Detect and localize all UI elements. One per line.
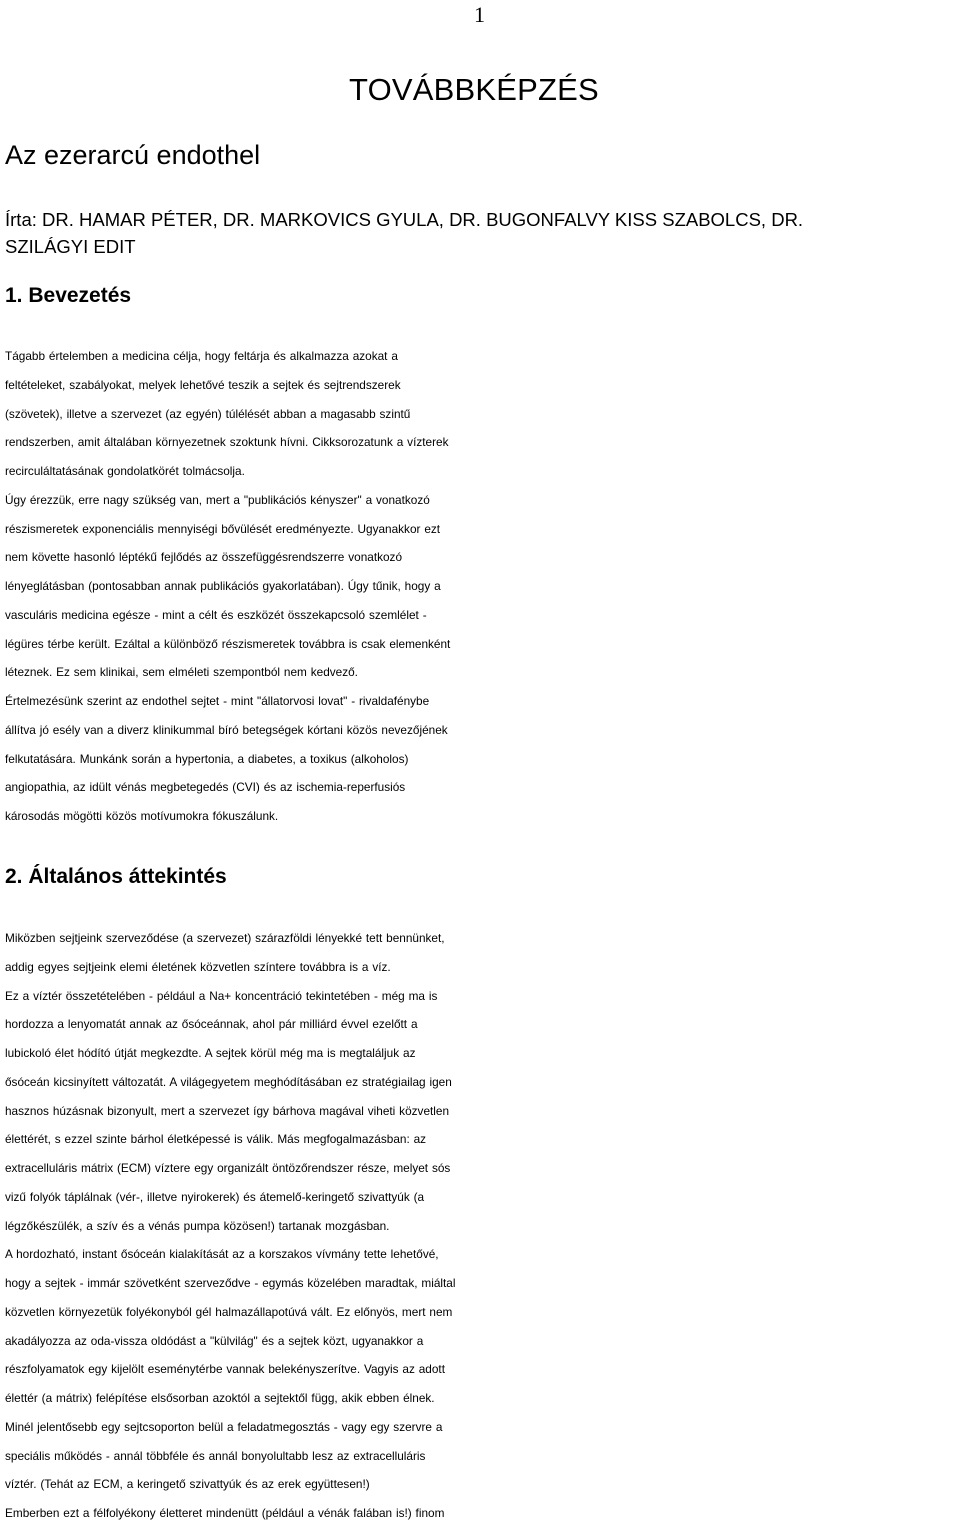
section-heading-introduction: 1. Bevezetés — [5, 284, 132, 307]
body-text-line: részismeretek exponenciális mennyiségi bővülését eredményezte. Ugyanakkor ezt — [5, 521, 441, 536]
body-text-line: akadályozza az oda-vissza oldódást a "külvilág" és a sejtek közt, ugyanakkor a — [5, 1333, 424, 1348]
authors-line: SZILÁGYI EDIT — [5, 236, 136, 257]
body-text-line: károsodás mögötti közös motívumokra fókuszálunk. — [5, 809, 279, 823]
body-text-line: speciális működés - annál többféle és annál bonyolultabb lesz az extracelluláris — [5, 1448, 426, 1463]
body-text-line: ősóceán kicsinyített változatát. A világegyetem meghódításában ez stratégiailag igen — [5, 1074, 452, 1089]
body-text-line: felkutatására. Munkánk során a hypertonia, a diabetes, a toxikus (alkoholos) — [5, 751, 409, 766]
body-text-line: Értelmezésünk szerint az endothel sejtet - mint "állatorvosi lovat" - rivaldafénybe — [5, 694, 430, 708]
body-text-line: Úgy érezzük, erre nagy szükség van, mert a "publikációs kényszer" a vonatkozó — [5, 492, 430, 507]
introduction-body — [5, 342, 958, 831]
body-text-line: élettérét, s ezzel szinte bárhol életképessé is válik. Más megfogalmazásban: az — [5, 1132, 427, 1147]
body-text-line: Emberben ezt a félfolyékony életteret mindenütt (például a vénák falában is!) finom — [5, 1506, 445, 1520]
body-text-line: rendszerben, amit általában környezetnek szoktunk hívni. Cikksorozatunk a vízterek — [5, 435, 449, 450]
body-text-line: léteznek. Ez sem klinikai, sem elméleti szempontból nem kedvező. — [5, 665, 358, 680]
body-text-line: légzőkészülék, a szív és a vénás pumpa közösen!) tartanak mozgásban. — [5, 1218, 390, 1233]
authors-line: Írta: DR. HAMAR PÉTER, DR. MARKOVICS GYULA, DR. BUGONFALVY KISS SZABOLCS, DR. — [5, 209, 804, 230]
body-text-line: (szövetek), illetve a szervezet (az egyén) túlélését abban a magasabb szintű — [5, 406, 411, 421]
body-text-line: feltételeket, szabályokat, melyek lehetővé teszik a sejtek és sejtrendszerek — [5, 377, 401, 392]
body-text-line: Minél jelentősebb egy sejtcsoporton belül a feladatmegosztás - vagy egy szervre a — [5, 1419, 443, 1434]
body-text-line: lubickoló élet hódító útját megkezdte. A sejtek körül még ma is megtaláljuk az — [5, 1046, 416, 1060]
article-title: Az ezerarcú endothel — [5, 140, 261, 170]
section-heading-overview: 2. Általános áttekintés — [5, 865, 227, 888]
body-text-line: Tágabb értelemben a medicina célja, hogy feltárja és alkalmazza azokat a — [5, 349, 398, 363]
body-text-line: közvetlen környezetük folyékonyból gél halmazállapotúvá vált. Ez előnyös, mert nem — [5, 1304, 453, 1319]
section-tag: TOVÁBBKÉPZÉS — [349, 72, 599, 107]
body-text-line: állítva jó esély van a diverz klinikummal bíró betegségek kórtani közös nevezőjének — [5, 722, 448, 737]
body-text-line: hogy a sejtek - immár szövetként szerveződve - egymás közelében maradtak, miáltal — [5, 1276, 456, 1290]
body-text-line: Ez a víztér összetételében - például a Na+ koncentráció tekintetében - még ma is — [5, 988, 438, 1003]
body-text-line: recirculáltatásának gondolatkörét tolmácsolja. — [5, 464, 245, 478]
body-text-line: élettér (a mátrix) felépítése elsősorban azoktól a sejtektől függ, akik ebben élnek. — [5, 1391, 435, 1405]
body-text-line: hasznos húzásnak bizonyult, mert a szervezet így bárhova magával viheti közvetlen — [5, 1103, 450, 1118]
body-text-line: vasculáris medicina egésze - mint a célt és eszközét összekapcsoló szemlélet - — [5, 607, 427, 622]
authors-byline — [5, 206, 955, 260]
body-text-line: légüres térbe került. Ezáltal a különböző részismeretek továbbra is csak elemenként — [5, 636, 451, 651]
body-text-line: extracelluláris mátrix (ECM) víztere egy organizált öntözőrendszer része, melyet sós — [5, 1161, 451, 1175]
body-text-line: hordozza a lenyomatát annak az ősóceánnak, ahol pár milliárd évvel ezelőtt a — [5, 1017, 418, 1032]
page-number: 1 — [474, 2, 485, 27]
body-text-line: addig egyes sejtjeink elemi életének közvetlen színtere továbbra is a víz. — [5, 959, 391, 974]
body-text-line: részfolyamatok egy kijelölt eseménytérbe vannak belekényszerítve. Vagyis az adott — [5, 1362, 445, 1377]
body-text-line: vizű folyók táplálnak (vér-, illetve nyirokerek) és átemelő-keringető szivattyúk (a — [5, 1189, 425, 1204]
overview-body — [5, 924, 958, 1528]
body-text-line: víztér. (Tehát az ECM, a keringető szivattyúk és az erek együttesen!) — [5, 1477, 370, 1492]
body-text-line: Miközben sejtjeink szerveződése (a szervezet) szárazföldi lényekké tett bennünket, — [5, 931, 445, 945]
body-text-line: lényeglátásban (pontosabban annak publikációs gyakorlatában). Úgy tűnik, hogy a — [5, 579, 441, 593]
body-text-line: nem követte hasonló léptékű fejlődés az összefüggésrendszerre vonatkozó — [5, 550, 403, 565]
body-text-line: angiopathia, az idült vénás megbetegedés (CVI) és az ischemia-reperfusiós — [5, 780, 406, 795]
body-text-line: A hordozható, instant ősóceán kialakítását az a korszakos vívmány tette lehetővé, — [5, 1247, 439, 1262]
